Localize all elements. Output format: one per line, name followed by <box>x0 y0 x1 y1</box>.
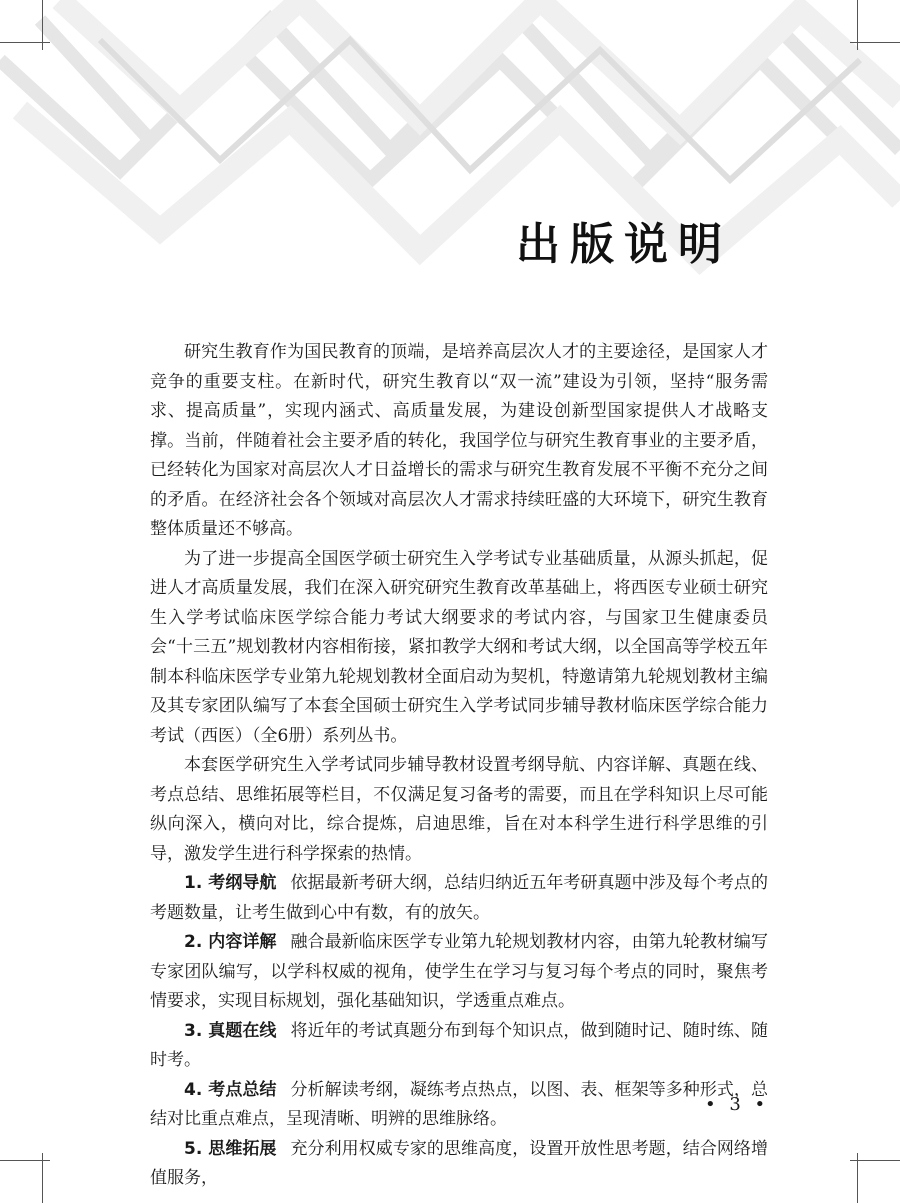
list-item-5 <box>150 1135 768 1194</box>
list-item-4 <box>150 1076 768 1135</box>
header-decoration <box>0 0 900 300</box>
crop-mark-top-left-v <box>42 0 43 50</box>
list-item-title: 2. 内容详解 <box>184 932 277 952</box>
list-item-2 <box>150 928 768 1017</box>
list-item-text: 依据最新考研大纲，总结归纳近五年考研真题中涉及每个考点的考题数量，让考生做到心中有数，有的放矢。 <box>150 873 768 923</box>
paragraph-2: 为了进一步提高全国医学硕士研究生入学考试专业基础质量，从源头抓起，促进人才高质量发展，我们在深入研究研究生教育改革基础上，将西医专业硕士研究生入学考试临床医学综合能力考试大纲要求的考试内容，与国家卫生健康委员会“十三五”规划教材内容相衔接，紧扣教学大纲和考试大纲，以全国高等学校五年制本科临床医学专业第九轮规划教材全面启动为契机，特邀请第九轮规划教材主编及其专家团队编写了本套全国硕士研究生入学考试同步辅导教材临床医学综合能力考试（西医）（全6册）系列丛书。 <box>150 548 768 746</box>
page-number: • 3 • <box>705 1094 770 1115</box>
list-item-title: 3. 真题在线 <box>184 1020 277 1041</box>
paragraph-1: 研究生教育作为国民教育的顶端，是培养高层次人才的主要途径，是国家人才竞争的重要支柱。在新时代，研究生教育以“双一流”建设为引领，坚持“服务需求、提高质量”，实现内涵式、高质量发展，为建设创新型国家提供人才战略支撑。当前，伴随着社会主要矛盾的转化，我国学位与研究生教育事业的主要矛盾，已经转化为国家对高层次人才日益增长的需求与研究生教育发展不平衡不充分之间的矛盾。在经济社会各个领域对高层次人才需求持续旺盛的大环境下，研究生教育整体质量还不够高。 <box>150 342 768 539</box>
list-item-title: 1. 考纲导航 <box>184 873 277 893</box>
list-item-text: 融合最新临床医学专业第九轮规划教材内容，由第九轮教材编写专家团队编写，以学科权威的视角，使学生在学习与复习每个考点的同时，聚焦考情要求，实现目标规划，强化基础知识，学透重点难点。 <box>150 932 768 1011</box>
list-item-text: 充分利用权威专家的思维高度，设置开放性思考题，结合网络增值服务， <box>150 1138 768 1188</box>
crop-mark-bottom-left-v <box>42 1153 43 1203</box>
list-item-text: 分析解读考纲，凝练考点热点，以图、表、框架等多种形式，总结对比重点难点，呈现清晰、明辨的思维脉络。 <box>150 1079 768 1129</box>
list-item-title: 4. 考点总结 <box>184 1079 277 1100</box>
list-item-1 <box>150 869 768 928</box>
list-item-text: 将近年的考试真题分布到每个知识点，做到随时记、随时练、随时考。 <box>150 1020 768 1070</box>
page-title: 出版说明 <box>516 219 732 270</box>
paragraph-3: 本套医学研究生入学考试同步辅导教材设置考纲导航、内容详解、真题在线、考点总结、思维拓展等栏目，不仅满足复习备考的需要，而且在学科知识上尽可能纵向深入，横向对比，综合提炼，启迪思维，旨在对本科学生进行科学思维的引导，激发学生进行科学探索的热情。 <box>150 755 768 864</box>
crop-mark-top-right-v <box>857 0 858 50</box>
list-item-title: 5. 思维拓展 <box>184 1138 277 1159</box>
crop-mark-bottom-right-v <box>857 1153 858 1203</box>
body-text <box>150 338 768 1194</box>
list-item-3 <box>150 1017 768 1076</box>
